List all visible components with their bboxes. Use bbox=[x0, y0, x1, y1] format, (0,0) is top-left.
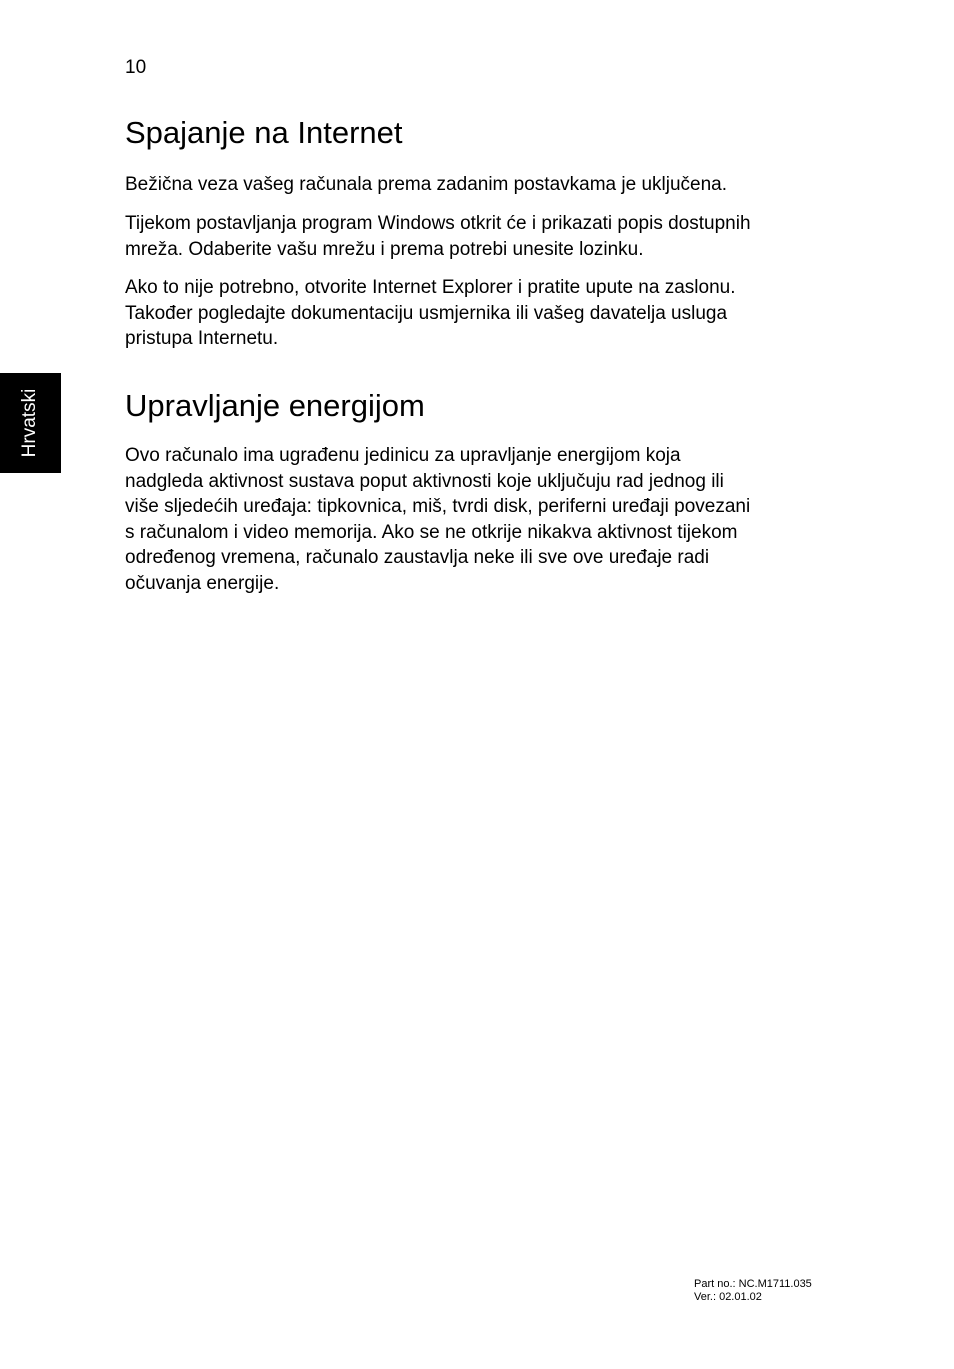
text-line: Tijekom postavljanja program Windows otkrit će i prikazati popis dostupnih bbox=[125, 213, 751, 234]
text-line: Također pogledajte dokumentaciju usmjernika ili vašeg davatelja usluga bbox=[125, 302, 728, 324]
language-tab-label: Hrvatski bbox=[19, 388, 40, 458]
footer-part-info bbox=[694, 1278, 812, 1304]
paragraph-wireless bbox=[125, 172, 815, 198]
text-line: više sljedećih uređaja: tipkovnica, miš, tvrdi disk, periferni uređaji povezani bbox=[125, 496, 751, 517]
paragraph-power-management bbox=[125, 443, 815, 596]
page-number: 10 bbox=[125, 57, 147, 78]
text-line: s računalom i video memorija. Ako se ne otkrije nikakva aktivnost tijekom bbox=[125, 521, 738, 543]
text-line: Ako to nije potrebno, otvorite Internet Explorer i pratite upute na zaslonu. bbox=[125, 277, 736, 298]
section-heading-internet: Spajanje na Internet bbox=[125, 115, 403, 150]
text-line: Bežična veza vašeg računala prema zadanim postavkama je uključena. bbox=[125, 174, 727, 195]
language-tab bbox=[0, 373, 61, 473]
text-line: nadgleda aktivnost sustava poput aktivnosti koje uključuju rad jednog ili bbox=[125, 470, 724, 492]
paragraph-internet-explorer bbox=[125, 275, 815, 352]
paragraph-windows-networks bbox=[125, 211, 815, 262]
text-line: mreža. Odaberite vašu mrežu i prema potrebi unesite lozinku. bbox=[125, 238, 644, 260]
text-line: pristupa Internetu. bbox=[125, 328, 279, 349]
text-line: Ovo računalo ima ugrađenu jedinicu za upravljanje energijom koja bbox=[125, 445, 681, 466]
version: Ver.: 02.01.02 bbox=[694, 1291, 762, 1303]
text-line: očuvanja energije. bbox=[125, 572, 280, 594]
text-line: određenog vremena, računalo zaustavlja neke ili sve ove uređaje radi bbox=[125, 547, 710, 568]
section-heading-power: Upravljanje energijom bbox=[125, 388, 425, 423]
part-number: Part no.: NC.M1711.035 bbox=[694, 1278, 812, 1290]
